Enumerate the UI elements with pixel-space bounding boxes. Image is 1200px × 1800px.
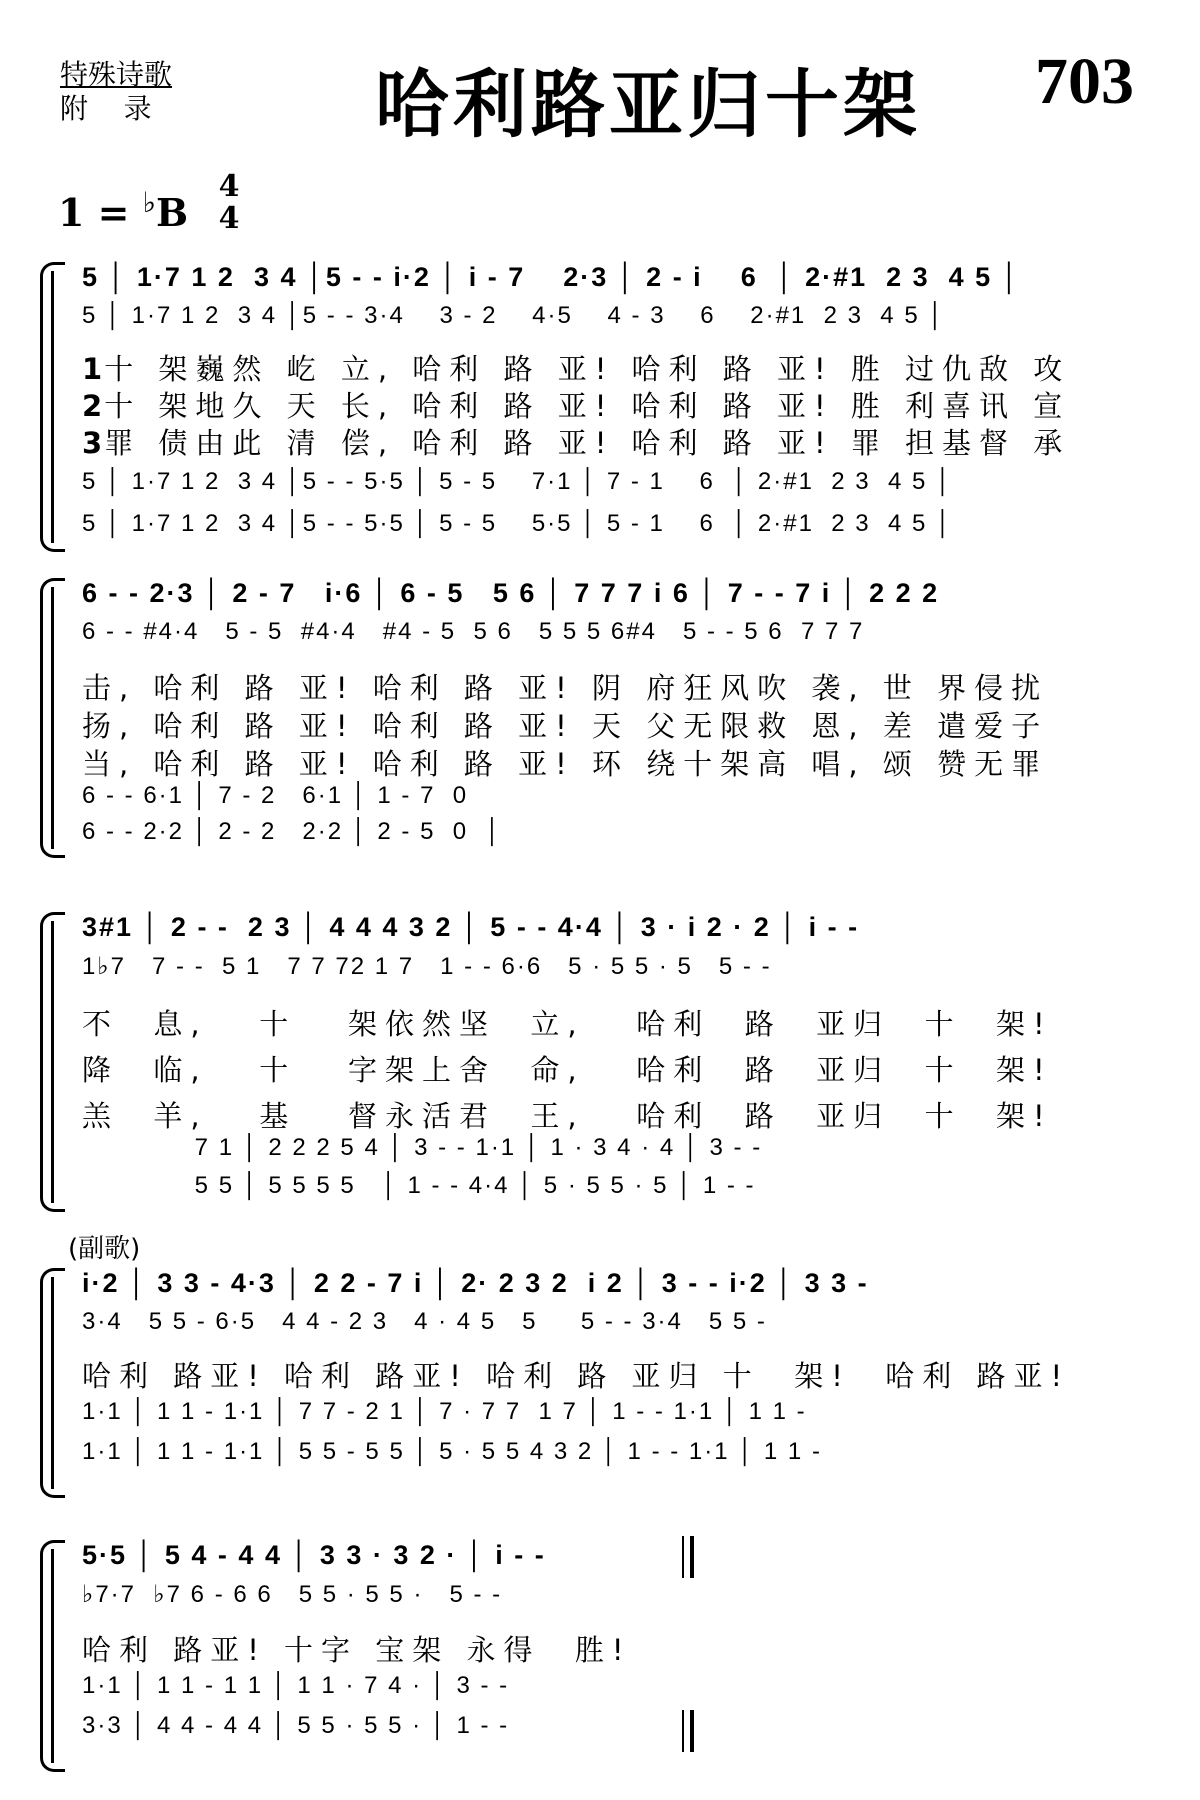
category-line-1: 特殊诗歌 xyxy=(60,58,173,91)
time-signature xyxy=(214,169,244,236)
time-denominator: 4 xyxy=(218,201,240,236)
flat-sign: ♭ xyxy=(142,186,156,219)
lyric-row: 降 临, 十 字架上舍 命, 哈利 路 亚归 十 架! xyxy=(82,1053,1053,1087)
chorus-label: (副歌) xyxy=(68,1234,141,1264)
notation-row: 5·5 │ 5 4 - 4 4 │ 3 3 · 3 2 · │ i - - xyxy=(82,1540,546,1570)
notation-row: 5 │ 1·7 1 2 3 4 │5 - - 5·5 │ 5 - 5 5·5 │ 5 - 1 6 │ 2·#1 2 3 4 5 │ xyxy=(82,510,953,537)
lyric-text: 十 架地久 天 长, 哈利 路 亚! 哈利 路 亚! 胜 利喜讯 宣 xyxy=(104,389,1071,423)
hymn-title: 哈利路亚归十架 xyxy=(375,62,921,148)
lyric-row: 不 息, 十 架依然坚 立, 哈利 路 亚归 十 架! xyxy=(82,1007,1053,1041)
key-signature xyxy=(58,186,189,235)
notation-row: 1·1 │ 1 1 - 1 1 │ 1 1 · 7 4 · │ 3 - - xyxy=(82,1672,510,1699)
notation-row: 7 1 │ 2 2 2 5 4 │ 3 - - 1·1 │ 1 · 3 4 · 4 │ 3 - - xyxy=(82,1134,763,1161)
lyric-row: 哈利 路亚! 哈利 路亚! 哈利 路 亚归 十 架! 哈利 路亚! xyxy=(82,1359,1071,1393)
system-brace xyxy=(40,1540,65,1772)
notation-row: 5 │ 1·7 1 2 3 4 │5 - - i·2 │ i - 7 2·3 │ 2 - i 6 │ 2·#1 2 3 4 5 │ xyxy=(82,262,1021,292)
score-system-1 xyxy=(40,262,1160,552)
hymn-number: 703 xyxy=(1035,45,1134,118)
verse-number: 1 xyxy=(82,352,103,386)
final-barline xyxy=(682,1536,694,1578)
lyric-row: 羔 羊, 基 督永活君 王, 哈利 路 亚归 十 架! xyxy=(82,1099,1053,1133)
notation-row: i·2 │ 3 3 - 4·3 │ 2 2 - 7 i │ 2· 2 3 2 i 2 │ 3 - - i·2 │ 3 3 - xyxy=(82,1268,869,1298)
notation-row: 3·4 5 5 - 6·5 4 4 - 2 3 4 · 4 5 5 5 - - 3·4 5 5 - xyxy=(82,1308,767,1335)
key-prefix: 1 = xyxy=(58,190,143,235)
lyric-text: 十 架巍然 屹 立, 哈利 路 亚! 哈利 路 亚! 胜 过仇敌 攻 xyxy=(104,352,1071,386)
system-brace xyxy=(40,1268,65,1498)
verse-number: 3 xyxy=(82,426,103,460)
notation-row: 6 - - 2·2 │ 2 - 2 2·2 │ 2 - 5 0 │ xyxy=(82,818,503,845)
notation-row: 3#1 │ 2 - - 2 3 │ 4 4 4 3 2 │ 5 - - 4·4 │ 3 · i 2 · 2 │ i - - xyxy=(82,912,860,942)
verse-number: 2 xyxy=(82,389,103,423)
lyric-row xyxy=(82,384,1160,424)
key-note: B xyxy=(155,190,189,235)
lyric-row xyxy=(82,421,1160,461)
notation-row: 1·1 │ 1 1 - 1·1 │ 5 5 - 5 5 │ 5 · 5 5 4 3 2 │ 1 - - 1·1 │ 1 1 - xyxy=(82,1438,822,1465)
category-label xyxy=(60,58,172,126)
notation-row: 3·3 │ 4 4 - 4 4 │ 5 5 · 5 5 · │ 1 - - xyxy=(82,1712,510,1739)
score-system-3 xyxy=(40,912,1160,1212)
notation-row: 6 - - #4·4 5 - 5 #4·4 #4 - 5 5 6 5 5 5 6#4 5 - - 5 6 7 7 7 xyxy=(82,618,865,645)
notation-row: 5 5 │ 5 5 5 5 │ 1 - - 4·4 │ 5 · 5 5 · 5 │ 1 - - xyxy=(82,1172,756,1199)
lyric-row xyxy=(82,347,1160,387)
score-system-4 xyxy=(40,1268,1160,1498)
notation-row: ♭7·7 ♭7 6 - 6 6 5 5 · 5 5 · 5 - - xyxy=(82,1581,503,1608)
system-brace xyxy=(40,578,65,858)
lyric-row: 扬, 哈利 路 亚! 哈利 路 亚! 天 父无限救 恩, 差 遣爱子 xyxy=(82,709,1049,743)
lyric-text: 罪 债由此 清 偿, 哈利 路 亚! 哈利 路 亚! 罪 担基督 承 xyxy=(104,426,1071,460)
score-system-2 xyxy=(40,578,1160,858)
system-brace xyxy=(40,262,65,552)
notation-row: 1♭7 7 - - 5 1 7 7 72 1 7 1 - - 6·6 5 · 5 5 · 5 5 - - xyxy=(82,953,772,980)
time-numerator: 4 xyxy=(218,169,240,204)
score-system-5 xyxy=(40,1540,1160,1772)
notation-row: 6 - - 2·3 │ 2 - 7 i·6 │ 6 - 5 5 6 │ 7 7 7 i 6 │ 7 - - 7 i │ 2 2 2 xyxy=(82,578,940,608)
system-brace xyxy=(40,912,65,1212)
lyric-row: 哈利 路亚! 十字 宝架 永得 胜! xyxy=(82,1633,632,1667)
lyric-row: 击, 哈利 路 亚! 哈利 路 亚! 阴 府狂风吹 袭, 世 界侵扰 xyxy=(82,671,1049,705)
final-barline xyxy=(682,1710,694,1752)
notation-row: 1·1 │ 1 1 - 1·1 │ 7 7 - 2 1 │ 7 · 7 7 1 7 │ 1 - - 1·1 │ 1 1 - xyxy=(82,1398,807,1425)
notation-row: 6 - - 6·1 │ 7 - 2 6·1 │ 1 - 7 0 xyxy=(82,782,469,809)
notation-row: 5 │ 1·7 1 2 3 4 │5 - - 5·5 │ 5 - 5 7·1 │ 7 - 1 6 │ 2·#1 2 3 4 5 │ xyxy=(82,468,953,495)
category-line-2: 附 录 xyxy=(60,92,152,125)
notation-row: 5 │ 1·7 1 2 3 4 │5 - - 3·4 3 - 2 4·5 4 - 3 6 2·#1 2 3 4 5 │ xyxy=(82,302,946,329)
lyric-row: 当, 哈利 路 亚! 哈利 路 亚! 环 绕十架高 唱, 颂 赞无罪 xyxy=(82,747,1049,781)
